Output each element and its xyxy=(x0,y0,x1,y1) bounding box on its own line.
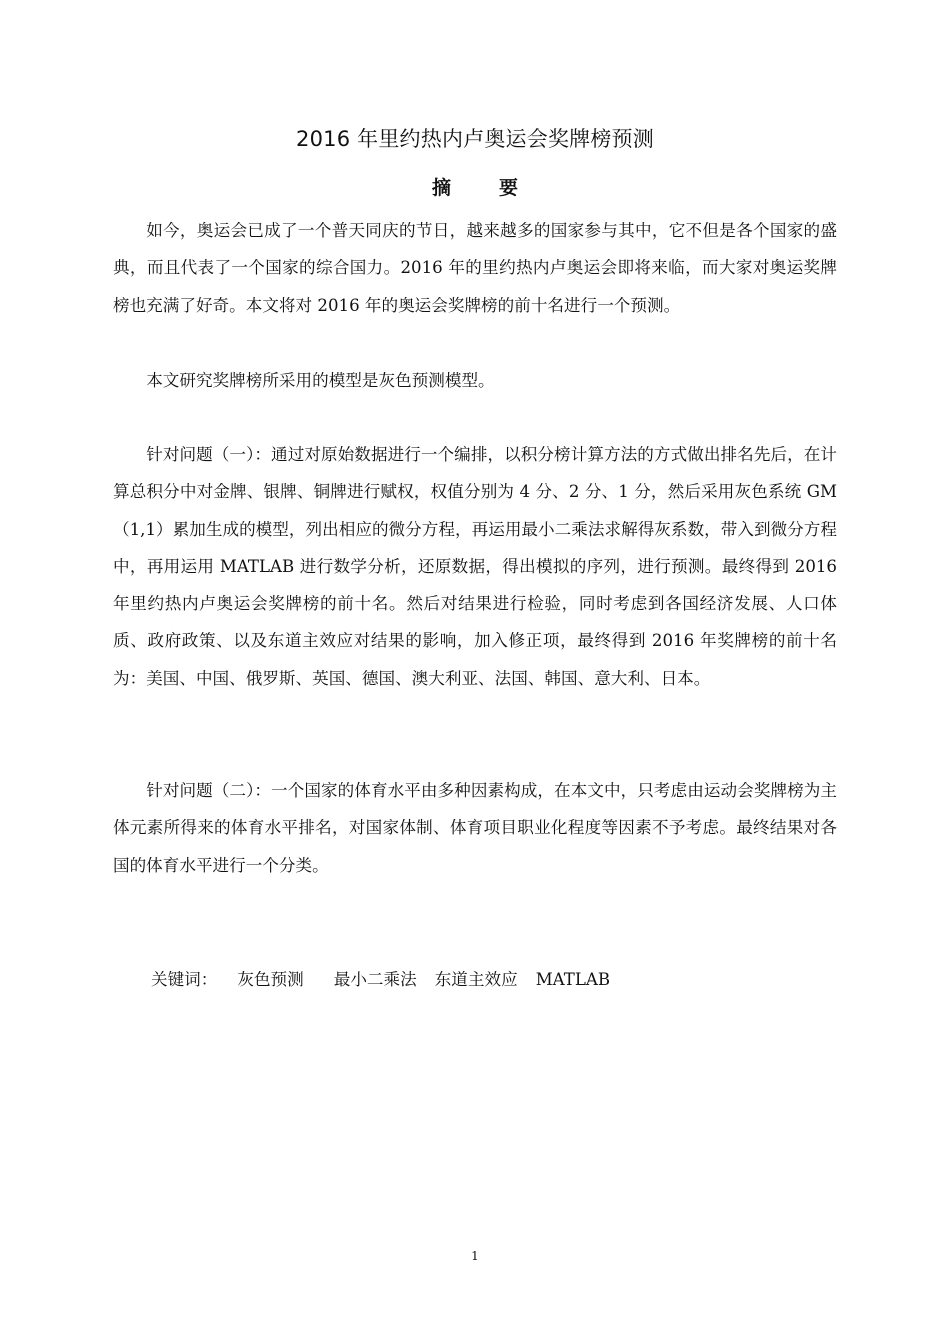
page-number: 1 xyxy=(471,1249,479,1263)
paper-title: 2016 年里约热内卢奥运会奖牌榜预测 xyxy=(296,127,654,151)
abstract-paragraph-problem-1: 针对问题（一）：通过对原始数据进行一个编排，以积分榜计算方法的方式做出排名先后，在计算总积分中对金牌、银牌、铜牌进行赋权，权值分别为 4 分、2 分、1 分，然后采用灰色系统 GM（1,1）累加生成的模型，列出相应的微分方程，再运用最小二乘法求解得灰系数，带入到微分方程中，再用运用 MATLAB 进行数学分析，还原数据，得出模拟的序列，进行预测。最终得到 2016 年里约热内卢奥运会奖牌榜的前十名。然后对结果进行检验，同时考虑到各国经济发展、人口体质、政府政策、以及东道主效应对结果的影响，加入修正项，最终得到 2016 年奖牌榜的前十名为：美国、中国、俄罗斯、英国、德国、澳大利亚、法国、韩国、意大利、日本。 xyxy=(113,445,837,688)
abstract-paragraph-intro: 如今，奥运会已成了一个普天同庆的节日，越来越多的国家参与其中，它不但是各个国家的盛典，而且代表了一个国家的综合国力。2016 年的里约热内卢奥运会即将来临，而大家对奥运奖牌榜也充满了好奇。本文将对 2016 年的奥运会奖牌榜的前十名进行一个预测。 xyxy=(113,221,837,315)
abstract-heading-char-1: 摘 xyxy=(431,177,451,199)
abstract-heading xyxy=(0,174,950,202)
keyword-item: 东道主效应 xyxy=(434,970,518,989)
keyword-item: MATLAB xyxy=(535,970,611,989)
keywords-label: 关键词： xyxy=(151,970,218,989)
keyword-item: 灰色预测 xyxy=(237,970,304,989)
abstract-paragraph-problem-2: 针对问题（二）：一个国家的体育水平由多种因素构成，在本文中，只考虑由运动会奖牌榜为主体元素所得来的体育水平排名，对国家体制、体育项目职业化程度等因素不予考虑。最终结果对各国的体育水平进行一个分类。 xyxy=(113,781,837,875)
keyword-item: 最小二乘法 xyxy=(333,970,417,989)
keywords-line xyxy=(151,961,610,998)
abstract-paragraph-model: 本文研究奖牌榜所采用的模型是灰色预测模型。 xyxy=(146,371,495,390)
abstract-heading-char-2: 要 xyxy=(499,177,519,199)
